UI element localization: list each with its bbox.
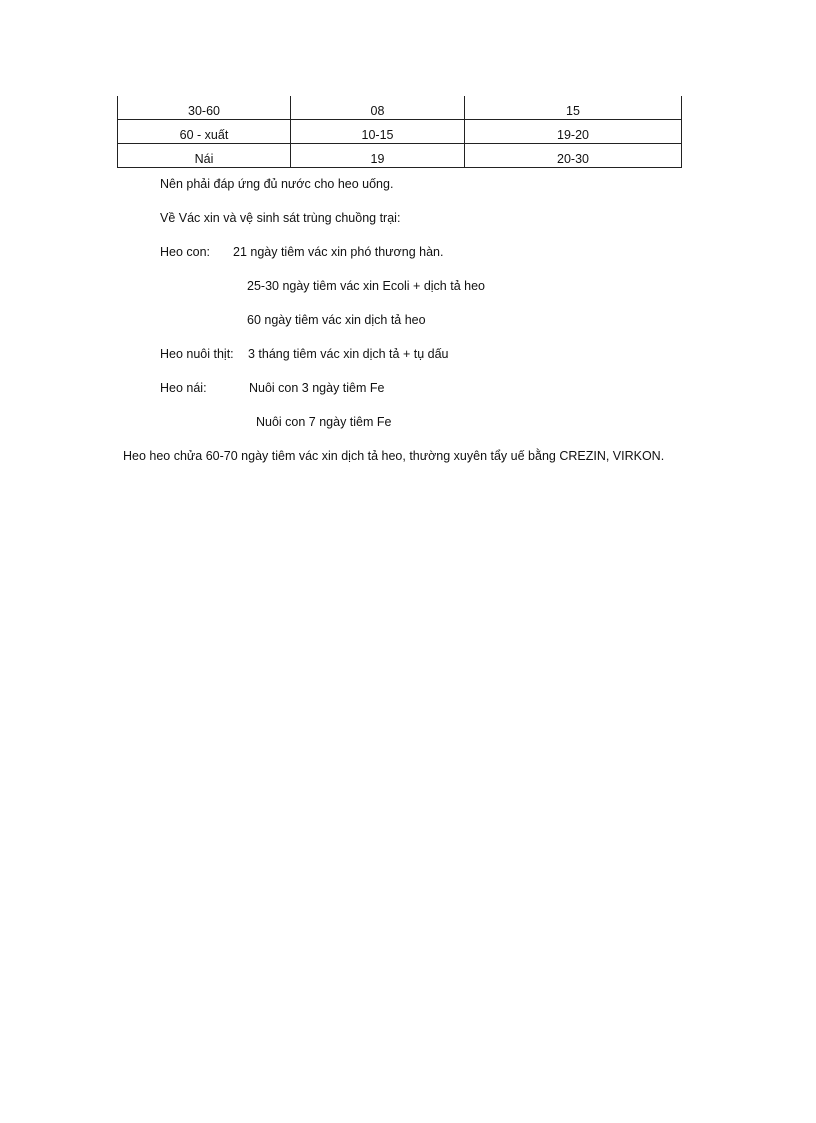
table-cell: 15 xyxy=(465,96,682,120)
vaccination-table xyxy=(117,96,682,168)
sow-schedule-line-2: Nuôi con 7 ngày tiêm Fe xyxy=(256,415,392,429)
fattening-schedule-line: 3 tháng tiêm vác xin dịch tả + tụ dấu xyxy=(248,347,449,361)
piglet-schedule-line-1: 21 ngày tiêm vác xin phó thương hàn. xyxy=(233,245,444,259)
sow-schedule-line-1: Nuôi con 3 ngày tiêm Fe xyxy=(249,381,385,395)
water-note: Nên phải đáp ứng đủ nước cho heo uống. xyxy=(160,177,394,191)
table-cell: 19-20 xyxy=(465,120,682,144)
table-row xyxy=(118,144,682,168)
table-cell: 08 xyxy=(291,96,465,120)
table-cell: 30-60 xyxy=(118,96,291,120)
fattening-label: Heo nuôi thịt: xyxy=(160,347,234,361)
piglet-schedule-line-3: 60 ngày tiêm vác xin dịch tả heo xyxy=(247,313,426,327)
table-cell: 20-30 xyxy=(465,144,682,168)
pregnant-sow-note: Heo heo chửa 60-70 ngày tiêm vác xin dịch tả heo, thường xuyên tẩy uế bằng CREZIN, VIRKON. xyxy=(123,449,665,463)
sow-label: Heo nái: xyxy=(160,381,207,395)
vaccine-heading: Về Vác xin và vệ sinh sát trùng chuồng trại: xyxy=(160,211,401,225)
table-cell: 19 xyxy=(291,144,465,168)
table-cell: Nái xyxy=(118,144,291,168)
table-cell: 10-15 xyxy=(291,120,465,144)
piglet-schedule-line-2: 25-30 ngày tiêm vác xin Ecoli + dịch tả heo xyxy=(247,279,485,293)
table-row xyxy=(118,96,682,120)
piglet-label: Heo con: xyxy=(160,245,211,259)
table-row xyxy=(118,120,682,144)
table-cell: 60 - xuất xyxy=(118,120,291,144)
